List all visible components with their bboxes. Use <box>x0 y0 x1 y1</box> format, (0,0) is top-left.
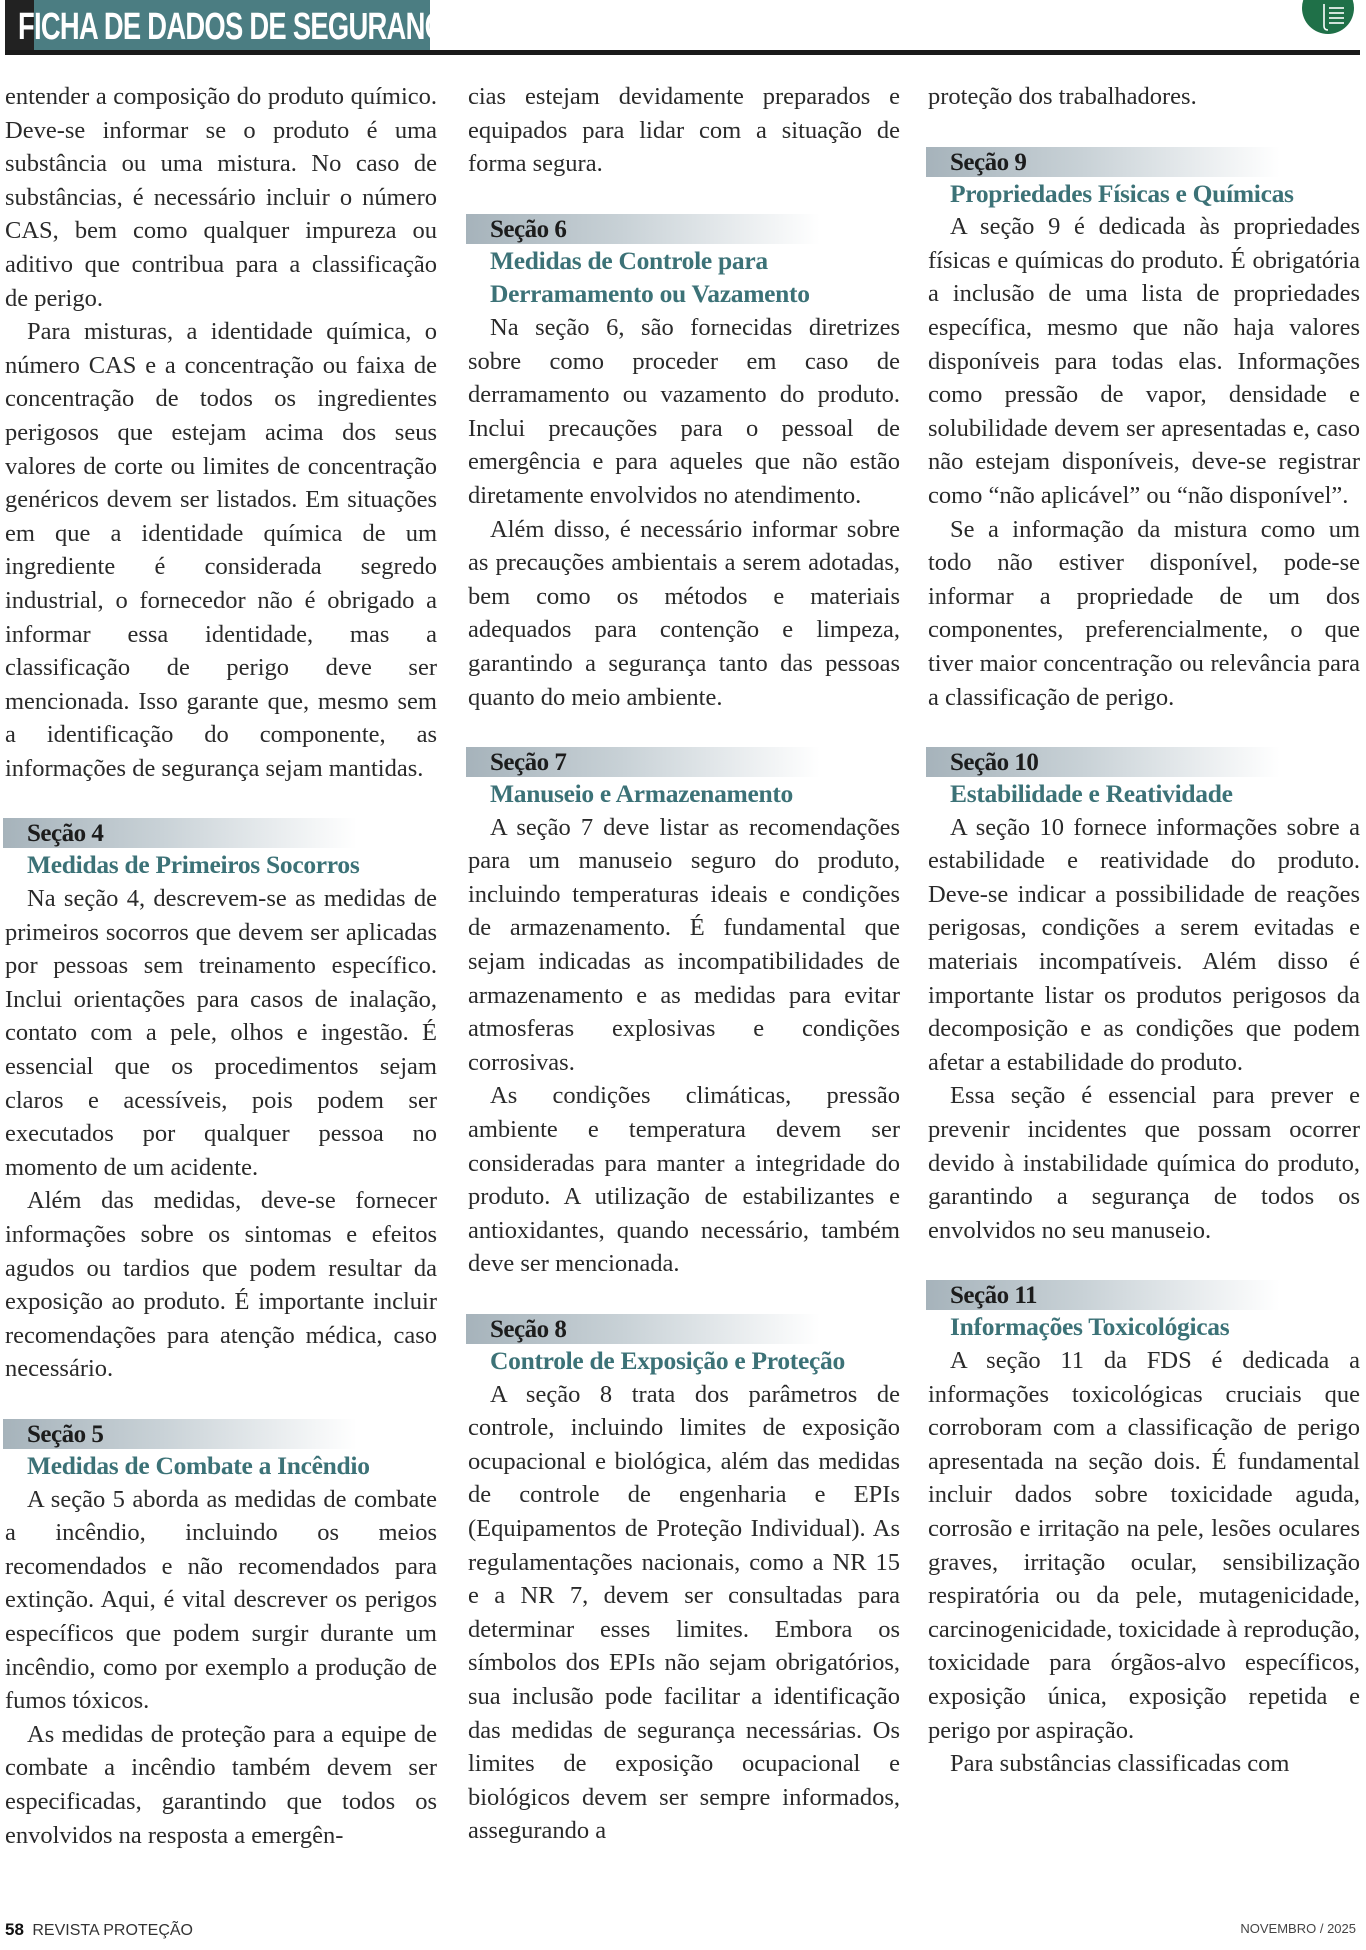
section-heading <box>468 747 900 811</box>
section-heading <box>928 747 1360 811</box>
section-title: Medidas de Controle para Derramamento ou Vazamento <box>490 245 810 309</box>
paragraph: Além disso, é necessário informar sobre as precauções ambientais a serem adotadas, bem como os métodos e materiais adequados para contenção e limpeza, garantindo a segurança tanto das pessoas quanto do meio ambiente. <box>468 515 900 711</box>
section-label: Seção 7 <box>466 747 820 777</box>
paragraph: Para substâncias classificadas com <box>950 1750 1290 1778</box>
page-section-title: FICHA DE DADOS DE SEGURANÇA <box>18 6 463 48</box>
article-column-2 <box>468 80 900 1848</box>
section-heading <box>928 147 1360 211</box>
section-label: Seção 10 <box>926 747 1280 777</box>
paragraph: Se a informação da mistura como um todo não estiver disponível, pode-se informar a propriedade de um dos componentes, preferencialmente, o que tiver maior concentração ou relevância para a classificação de perigo. <box>928 515 1360 711</box>
paragraph: As condições climáticas, pressão ambiente e temperatura devem ser consideradas para manter a integridade do produto. A utilização de estabilizantes e antioxidantes, quando necessário, também deve ser mencionada. <box>468 1082 900 1278</box>
section-title: Medidas de Primeiros Socorros <box>27 850 360 880</box>
section-title: Informações Toxicológicas <box>950 1312 1230 1342</box>
list-icon-badge[interactable] <box>1302 0 1354 34</box>
paragraph: proteção dos trabalhadores. <box>928 83 1197 110</box>
paragraph: A seção 9 é dedicada às propriedades físicas e químicas do produto. É obrigatória a inclusão de uma lista de propriedades específica, mesmo que não haja valores disponíveis para todas elas. Informações como pressão de vapor, densidade e solubilidade devem ser apresentadas e, caso não estejam disponíveis, deve-se registrar como “não aplicável” ou “não disponível”. <box>928 213 1360 509</box>
paragraph: A seção 10 fornece informações sobre a estabilidade e reatividade do produto. Deve-se indicar a possibilidade de reações perigosas, condições a serem evitadas e materiais incompatíveis. Além disso é importante listar os produtos perigosos da decomposição e as condições que podem afetar a estabilidade do produto. <box>928 813 1360 1076</box>
paragraph: As medidas de proteção para a equipe de combate a incêndio também devem ser especificadas, garantindo que todos os envolvidos na resposta a emergên- <box>5 1720 437 1849</box>
paragraph: cias estejam devidamente preparados e equipados para lidar com a situação de forma segura. <box>468 83 900 178</box>
section-heading <box>5 818 437 882</box>
paragraph: Além das medidas, deve-se fornecer informações sobre os sintomas e efeitos agudos ou tardios que podem resultar da exposição ao produto. É importante incluir recomendações para atenção médica, caso necessário. <box>5 1187 437 1383</box>
article-column-1 <box>5 80 437 1852</box>
section-label: Seção 4 <box>3 818 357 848</box>
section-title: Propriedades Físicas e Químicas <box>950 178 1294 208</box>
section-title: Medidas de Combate a Incêndio <box>27 1450 370 1480</box>
paragraph: Para misturas, a identidade química, o número CAS e a concentração ou faixa de concentração de todos os ingredientes perigosos que estejam acima dos seus valores de corte ou limites de concentração genéricos devem ser listados. Em situações em que a identidade química de um ingrediente é considerada segredo industrial, o fornecedor não é obrigado a informar essa identidade, mas a classificação de perigo deve ser mencionada. Isso garante que, mesmo sem a identificação do componente, as informações de segurança sejam mantidas. <box>5 318 437 782</box>
section-heading <box>5 1419 437 1483</box>
section-heading <box>468 214 900 311</box>
header-rule <box>5 50 1360 55</box>
section-title: Manuseio e Armazenamento <box>490 779 793 809</box>
paragraph: Na seção 4, descrevem-se as medidas de primeiros socorros que devem ser aplicadas por pessoas sem treinamento específico. Inclui orientações para casos de inalação, contato com a pele, olhos e ingestão. É essencial que os procedimentos sejam claros e acessíveis, pois podem ser executados por qualquer pessoa no momento de um acidente. <box>5 885 437 1181</box>
section-heading <box>468 1314 900 1378</box>
footer-issue: NOVEMBRO / 2025 <box>1240 1921 1356 1936</box>
section-label: Seção 5 <box>3 1419 357 1449</box>
section-label: Seção 6 <box>466 214 820 244</box>
section-title: Estabilidade e Reatividade <box>950 779 1233 809</box>
paragraph: A seção 7 deve listar as recomendações para um manuseio seguro do produto, incluindo temperaturas ideais e condições de armazenamento. É fundamental que sejam indicadas as incompatibilidades de armazenamento e as medidas para evitar atmosferas explosivas e condições corrosivas. <box>468 813 900 1076</box>
paragraph: entender a composição do produto químico. Deve-se informar se o produto é uma substância ou uma mistura. No caso de substâncias, é necessário incluir o número CAS, bem como qualquer impureza ou aditivo que contribua para a classificação de perigo. <box>5 83 437 312</box>
list-icon <box>1302 0 1354 34</box>
paragraph: Essa seção é essencial para prever e prevenir incidentes que possam ocorrer devido à instabilidade química do produto, garantindo a segurança de todos os envolvidos no seu manuseio. <box>928 1082 1360 1244</box>
page-number: 58 <box>5 1920 24 1939</box>
paragraph: A seção 8 trata dos parâmetros de controle, incluindo limites de exposição ocupacional e biológica, além das medidas de controle de engenharia e EPIs (Equipamentos de Proteção Individual). As regulamentações nacionais, como a NR 15 e a NR 7, devem ser consultadas para determinar esses limites. Embora os símbolos dos EPIs não sejam obrigatórios, sua inclusão pode facilitar a identificação das medidas de segurança necessárias. Os limites de exposição ocupacional e biológicos devem ser sempre informados, assegurando a <box>468 1380 900 1845</box>
section-label: Seção 9 <box>926 147 1280 177</box>
section-heading <box>928 1280 1360 1344</box>
section-label: Seção 8 <box>466 1314 820 1344</box>
section-title: Controle de Exposição e Proteção <box>490 1346 845 1375</box>
paragraph: A seção 5 aborda as medidas de combate a incêndio, incluindo os meios recomendados e não recomendados para extinção. Aqui, é vital descrever os perigos específicos que podem surgir durante um incêndio, como por exemplo a produção de fumos tóxicos. <box>5 1485 437 1715</box>
paragraph: A seção 11 da FDS é dedicada a informações toxicológicas cruciais que corroboram com a classificação de perigo apresentada na seção dois. É fundamental incluir dados sobre toxicidade aguda, corrosão e irritação na pele, lesões oculares graves, irritação ocular, sensibilização respiratória ou da pele, mutagenicidade, carcinogenicidade, toxicidade à reprodução, toxicidade para órgãos-alvo específicos, exposição única, exposição repetida e perigo por aspiração. <box>928 1347 1360 1744</box>
article-column-3 <box>928 80 1360 1781</box>
footer-publication <box>5 1920 193 1940</box>
section-label: Seção 11 <box>926 1280 1280 1310</box>
paragraph: Na seção 6, são fornecidas diretrizes sobre como proceder em caso de derramamento ou vazamento do produto. Inclui precauções para o pessoal de emergência e para aqueles que não estão diretamente envolvidos no atendimento. <box>468 313 900 509</box>
publication-name: REVISTA PROTEÇÃO <box>32 1922 193 1939</box>
